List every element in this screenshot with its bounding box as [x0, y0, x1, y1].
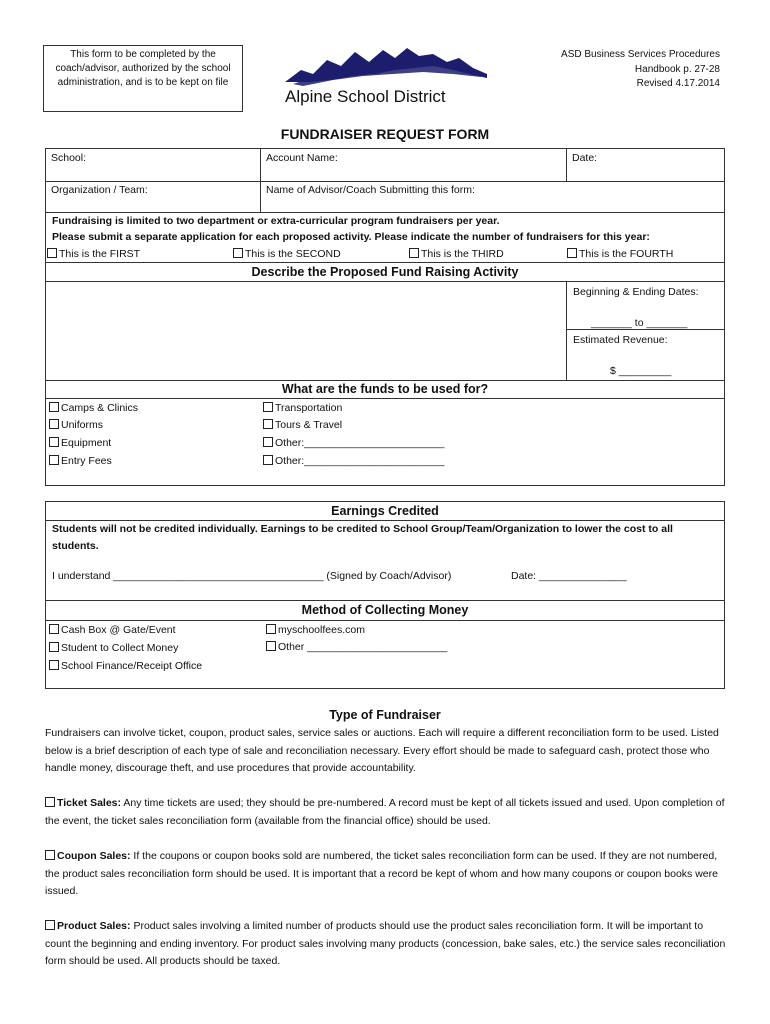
dates-blank: _______ to _______ [591, 317, 688, 329]
organization-field[interactable] [45, 181, 261, 213]
checkbox-icon[interactable] [263, 419, 273, 429]
checkbox-icon[interactable] [263, 402, 273, 412]
coupon-sales-label: Coupon Sales: [57, 850, 131, 862]
date-field[interactable] [566, 148, 725, 182]
checkbox-icon[interactable] [266, 641, 276, 651]
ticket-sales-text: Any time tickets are used; they should be pre-numbered. A record must be kept of all tickets issued and used. Upon completion of the event, the ticket sales reconciliation form (available from the financial office) should be used. [45, 797, 725, 827]
method-finance-office[interactable] [49, 660, 202, 672]
type-intro: Fundraisers can involve ticket, coupon, product sales, service sales or auctions. Each will require a different reconciliation form to be used. Listed below is a brief description of each type of sale and reconciliation necessary. Every effort should be made to safeguard cash, protect those who handle money, discourage theft, and use procedures that provide accountability. [45, 727, 719, 774]
ref-line-2: Handbook p. 27-28 [634, 63, 720, 75]
revenue-label: Estimated Revenue: [573, 334, 668, 346]
date-label: Date: [572, 152, 598, 164]
fund-tours-label: Tours & Travel [275, 419, 343, 431]
fund-camps-label: Camps & Clinics [61, 402, 139, 414]
earnings-text-2: students. [52, 540, 99, 552]
dates-label: Beginning & Ending Dates: [573, 286, 699, 298]
fund-other-2-label: Other:________________________ [275, 455, 445, 467]
checkbox-icon[interactable] [47, 248, 57, 258]
earnings-heading: Earnings Credited [331, 504, 439, 518]
ticket-sales-item [45, 795, 727, 830]
filing-note: This form to be completed by the coach/advisor, authorized by the school administration, and is to be kept on file [43, 45, 243, 112]
method-cash-label: Cash Box @ Gate/Event [61, 624, 176, 636]
fund-transportation[interactable] [263, 402, 342, 414]
fund-entry-fees-label: Entry Fees [61, 455, 112, 467]
account-name-field[interactable] [260, 148, 567, 182]
option-third-label: This is the THIRD [421, 248, 504, 260]
checkbox-icon[interactable] [45, 797, 55, 807]
earnings-date-line[interactable]: Date: _______________ [511, 570, 627, 582]
limit-line-1: Fundraising is limited to two department or extra-curricular program fundraisers per year. [52, 215, 500, 227]
checkbox-icon[interactable] [263, 437, 273, 447]
fund-camps-clinics[interactable] [49, 402, 138, 414]
school-label: School: [51, 152, 87, 164]
checkbox-icon[interactable] [49, 660, 59, 670]
method-heading: Method of Collecting Money [301, 603, 469, 617]
ref-line-1: ASD Business Services Procedures [561, 49, 720, 60]
fund-equipment[interactable] [49, 437, 111, 449]
method-finance-label: School Finance/Receipt Office [61, 660, 203, 672]
coupon-sales-item [45, 848, 727, 901]
handbook-reference [500, 48, 720, 92]
account-name-label: Account Name: [266, 152, 338, 164]
option-fourth[interactable] [567, 248, 673, 260]
logo-text: Alpine School District [285, 87, 446, 106]
checkbox-icon[interactable] [49, 402, 59, 412]
coupon-sales-text: If the coupons or coupon books sold are numbered, the ticket sales reconciliation form can be used. If they are not numbered, the product sales reconciliation form should be used. It is important that a record be kept of whom and how many coupons or coupon books were issued. [45, 850, 718, 897]
checkbox-icon[interactable] [45, 850, 55, 860]
district-logo [283, 44, 489, 106]
fund-uniforms[interactable] [49, 419, 103, 431]
method-other-label: Other ________________________ [278, 641, 448, 653]
form-title: FUNDRAISER REQUEST FORM [280, 126, 490, 142]
option-fourth-label: This is the FOURTH [579, 248, 674, 260]
checkbox-icon[interactable] [49, 455, 59, 465]
ticket-sales-label: Ticket Sales: [57, 797, 122, 809]
fund-uniforms-label: Uniforms [61, 419, 104, 431]
funds-heading: What are the funds to be used for? [281, 382, 489, 396]
product-sales-item [45, 918, 727, 971]
product-sales-text: Product sales involving a limited number of products should use the product sales reconciliation form. It will be important to count the beginning and ending inventory. For product sales involving many products (concession, bake sales, etc.) the service sales reconciliation form should be used. All products should be taxed. [45, 920, 726, 967]
activity-description-area[interactable] [45, 281, 567, 381]
school-field[interactable] [45, 148, 261, 182]
checkbox-icon[interactable] [49, 642, 59, 652]
advisor-name-field[interactable] [260, 181, 725, 213]
revenue-blank: $ _________ [610, 365, 672, 377]
fund-entry-fees[interactable] [49, 455, 112, 467]
method-student-label: Student to Collect Money [61, 642, 179, 654]
fund-other-1[interactable] [263, 437, 444, 449]
checkbox-icon[interactable] [567, 248, 577, 258]
checkbox-icon[interactable] [45, 920, 55, 930]
method-other[interactable] [266, 641, 447, 653]
advisor-name-label: Name of Advisor/Coach Submitting this form: [266, 184, 475, 196]
checkbox-icon[interactable] [49, 419, 59, 429]
option-second[interactable] [233, 248, 341, 260]
understand-signature-line[interactable]: I understand ____________________________________ (Signed by Coach/Advisor) [52, 570, 452, 582]
fund-equipment-label: Equipment [61, 437, 112, 449]
product-sales-label: Product Sales: [57, 920, 131, 932]
earnings-text-1: Students will not be credited individually. Earnings to be credited to School Group/Team/Organization to lower the cost to all [52, 523, 673, 535]
method-myschoolfees-label: myschoolfees.com [278, 624, 365, 636]
option-third[interactable] [409, 248, 504, 260]
checkbox-icon[interactable] [409, 248, 419, 258]
method-myschoolfees[interactable] [266, 624, 365, 636]
option-first-label: This is the FIRST [59, 248, 141, 260]
fund-other-2[interactable] [263, 455, 444, 467]
describe-heading: Describe the Proposed Fund Raising Activity [251, 265, 519, 279]
checkbox-icon[interactable] [49, 437, 59, 447]
fund-other-1-label: Other:________________________ [275, 437, 445, 449]
method-cash-box[interactable] [49, 624, 176, 636]
type-heading: Type of Fundraiser [329, 708, 441, 722]
checkbox-icon[interactable] [263, 455, 273, 465]
checkbox-icon[interactable] [49, 624, 59, 634]
checkbox-icon[interactable] [266, 624, 276, 634]
checkbox-icon[interactable] [233, 248, 243, 258]
option-second-label: This is the SECOND [245, 248, 341, 260]
method-student-collect[interactable] [49, 642, 178, 654]
fund-transportation-label: Transportation [275, 402, 343, 414]
fund-tours-travel[interactable] [263, 419, 342, 431]
ref-line-3: Revised 4.17.2014 [636, 78, 720, 89]
organization-label: Organization / Team: [51, 184, 148, 196]
limit-line-2: Please submit a separate application for each proposed activity. Please indicate the number of fundraisers for this year: [52, 231, 650, 243]
option-first[interactable] [47, 248, 140, 260]
